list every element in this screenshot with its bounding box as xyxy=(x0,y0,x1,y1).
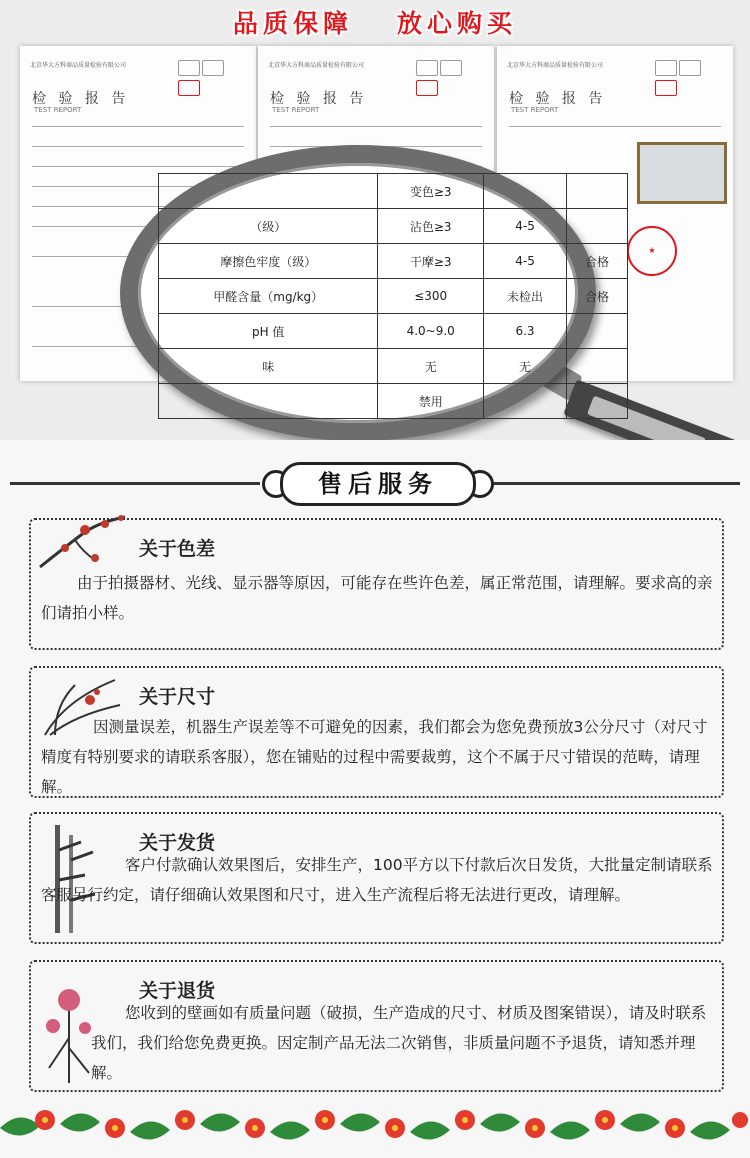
table-row: pH 值 4.0~9.0 6.3 xyxy=(159,314,628,349)
table-row: （级） 沾色≥3 4-5 xyxy=(159,209,628,244)
report-subtitle: TEST REPORT xyxy=(272,106,320,114)
flower-garland-border xyxy=(0,1098,750,1158)
table-row: 味 无 无 xyxy=(159,349,628,384)
card-heading: 关于退货 xyxy=(139,980,216,1002)
table-row: 甲醛含量（mg/kg） ≤300 未检出 合格 xyxy=(159,279,628,314)
report-title: 检 验 报 告 xyxy=(32,91,130,107)
table-row: 禁用 xyxy=(159,384,628,419)
peony-icon xyxy=(39,978,99,1086)
card-heading: 关于色差 xyxy=(139,538,216,560)
table-row: 摩擦色牢度（级） 干摩≥3 4-5 合格 xyxy=(159,244,628,279)
report-header: 北京华大方科商品质量检验有限公司 xyxy=(30,62,127,69)
banner-left-text: 品质保障 xyxy=(232,9,353,38)
card-text: 客户付款确认效果图后，安排生产，100平方以下付款后次日发货，大批量定制请联系客服另行约定，请仔细确认效果图和尺寸，进入生产流程后将无法进行更改，请理解。 xyxy=(41,856,713,904)
magnified-test-table xyxy=(158,173,628,419)
section-title: 售后服务 xyxy=(280,462,476,506)
report-title: 检 验 报 告 xyxy=(509,91,607,107)
card-size xyxy=(29,666,724,798)
section-title-bar xyxy=(0,462,750,502)
magnifier-lens xyxy=(120,145,610,441)
card-heading: 关于发货 xyxy=(139,832,216,854)
certificate-showcase xyxy=(0,0,750,440)
report-subtitle: TEST REPORT xyxy=(34,106,82,114)
card-text: 因测量误差，机器生产误差等不可避免的因素，我们都会为您免费预放3公分尺寸（对尺寸精度有特别要求的请联系客服），您在铺贴的过程中需要裁剪，这个不属于尺寸错误的范畴，请理解。 xyxy=(41,718,708,796)
table-row: 变色≥3 xyxy=(159,174,628,209)
red-seal-stamp: ★ xyxy=(627,226,677,276)
report-header: 北京华大方科商品质量检验有限公司 xyxy=(507,62,604,69)
quality-banner xyxy=(0,4,750,40)
product-photo xyxy=(637,142,727,204)
card-text: 您收到的壁画如有质量问题（破损，生产造成的尺寸、材质及图案错误），请及时联系我们，我们给您免费更换。因定制产品无法二次销售，非质量问题不予退货，请知悉并理解。 xyxy=(91,1004,707,1082)
report-header: 北京华大方科商品质量检验有限公司 xyxy=(268,62,365,69)
certification-logos xyxy=(655,60,725,80)
plum-blossom-icon xyxy=(35,512,131,572)
card-color-difference xyxy=(29,518,724,650)
card-returns xyxy=(29,960,724,1092)
banner-right-text: 放心购买 xyxy=(397,9,518,38)
report-title: 检 验 报 告 xyxy=(270,91,368,107)
card-text: 由于拍摄器材、光线、显示器等原因，可能存在些许色差，属正常范围，请理解。要求高的亲们请拍小样。 xyxy=(41,574,713,622)
card-shipping xyxy=(29,812,724,944)
report-subtitle: TEST REPORT xyxy=(511,106,559,114)
certification-logos xyxy=(178,60,248,80)
certification-logos xyxy=(416,60,486,80)
card-heading: 关于尺寸 xyxy=(139,686,216,708)
